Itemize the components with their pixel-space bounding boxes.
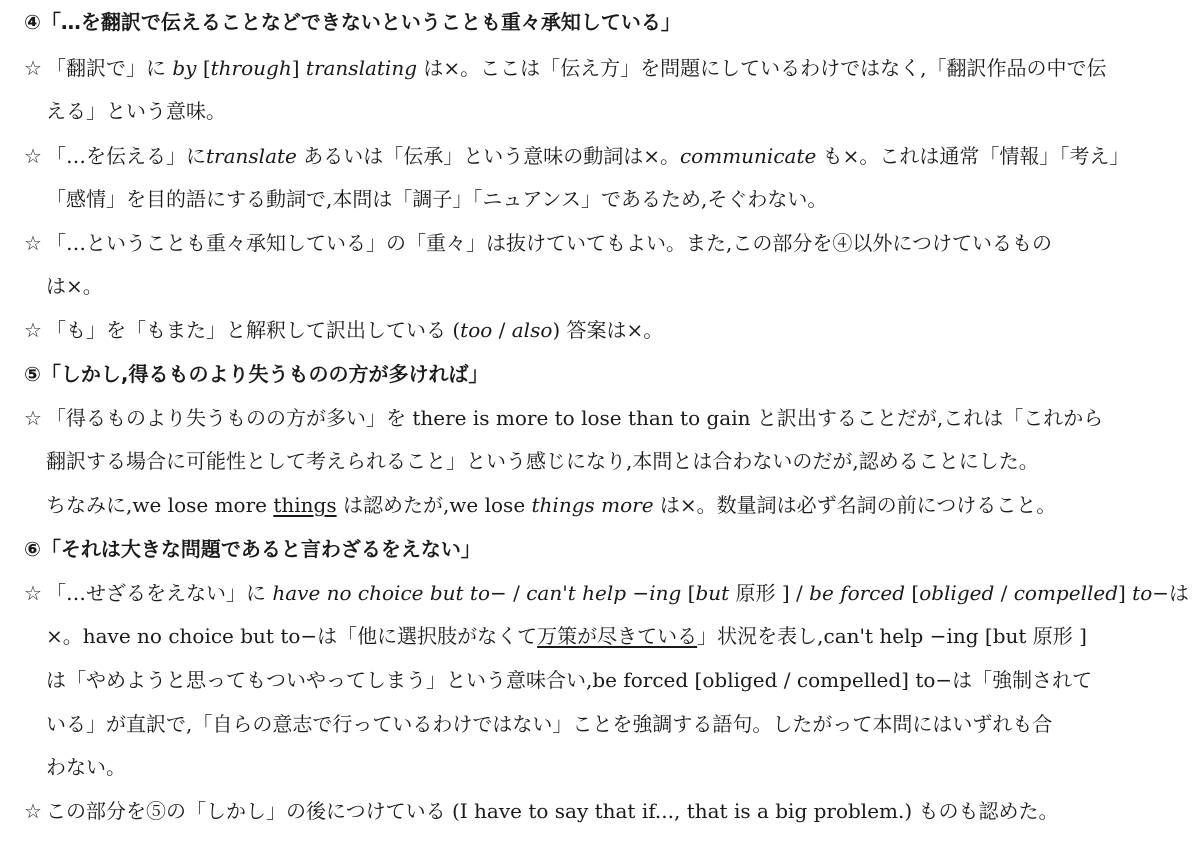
text-run: have no choice but to: [272, 581, 491, 605]
text-run: いる」が直訳で,「自らの意志で行っているわけではない」ことを強調する語句。したがって本問にはいずれも合: [46, 712, 1053, 736]
star-bullet-icon: ☆: [24, 581, 42, 605]
section-heading: [24, 8, 681, 36]
star-bullet-icon: ☆: [24, 56, 42, 80]
text-run: は×。数量詞は必ず名詞の前につけること。: [653, 493, 1057, 517]
text-run: ]: [1118, 581, 1133, 605]
text-run: ) 答案は×。: [552, 318, 664, 342]
body-line: [46, 185, 827, 213]
text-run: obliged: [919, 581, 995, 605]
text-run: 「翻訳で」に: [46, 56, 173, 80]
text-run: 」状況を表し,can't help −ing [but 原形 ]: [697, 624, 1087, 648]
text-run: ]: [291, 56, 306, 80]
text-run: be forced: [809, 581, 906, 605]
text-run: あるいは「伝承」という意味の動詞は×。: [296, 144, 680, 168]
text-run: [: [681, 581, 696, 605]
text-run: −: [626, 581, 650, 605]
text-run: can't help: [526, 581, 627, 605]
body-line: [46, 622, 1087, 650]
text-run: to: [1132, 581, 1153, 605]
body-line: [46, 491, 1056, 519]
body-line: [24, 54, 1107, 82]
text-run: 「…を伝える」に: [46, 144, 206, 168]
text-run: は「やめようと思ってもついやってしまう」という意味合い,be forced [obliged / compelled] to−は「強制されて: [46, 668, 1093, 692]
text-run: /: [492, 318, 512, 342]
text-run: ing: [649, 581, 682, 605]
text-run: through: [210, 56, 292, 80]
text-run: but: [695, 581, 730, 605]
text-run: 「得るものより失うものの方が多い」を there is more to lose than to gain と訳出することだが,これは「これから: [46, 406, 1104, 430]
text-run: も×。これは通常「情報」「考え」: [816, 144, 1130, 168]
section-heading: [24, 360, 489, 388]
text-run: この部分を⑤の「しかし」の後につけている (I have to say that if..., that is a big problem.) ものも認めた。: [46, 799, 1059, 823]
text-run: translating: [305, 56, 418, 80]
text-run: −は: [1152, 581, 1190, 605]
text-run: things: [273, 493, 337, 517]
text-run: ×。have no choice but to−は「他に選択肢がなくて: [46, 624, 538, 648]
body-line: [46, 97, 226, 125]
text-run: 翻訳する場合に可能性として考えられること」という感じになり,本問とは合わないのだが,認めることにした。: [46, 449, 1039, 473]
section-heading: [24, 535, 481, 563]
text-run: [: [905, 581, 920, 605]
text-run: わない。: [46, 755, 126, 779]
text-run: − /: [490, 581, 527, 605]
text-run: ④「…を翻訳で伝えることなどできないということも重々承知している」: [24, 10, 681, 34]
body-line: [46, 710, 1052, 738]
text-run: は認めたが,we lose: [336, 493, 532, 517]
text-run: は×。ここは「伝え方」を問題にしているわけではなく,「翻訳作品の中で伝: [417, 56, 1107, 80]
text-run: also: [511, 318, 553, 342]
text-run: too: [460, 318, 493, 342]
body-line: [46, 666, 1092, 694]
body-line: [46, 447, 1039, 475]
text-run: 万策が尽きている: [537, 624, 698, 648]
text-run: 「…ということも重々承知している」の「重々」は抜けていてもよい。また,この部分を④以外につけているもの: [46, 231, 1052, 255]
text-run: 「感情」を目的語にする動詞で,本問は「調子」「ニュアンス」であるため,そぐわない。: [46, 187, 828, 211]
text-run: は×。: [46, 274, 103, 298]
text-run: by: [172, 56, 197, 80]
text-run: [: [196, 56, 211, 80]
text-run: 「…せざるをえない」に: [46, 581, 273, 605]
text-run: translate: [206, 144, 297, 168]
text-run: 原形 ] /: [729, 581, 810, 605]
text-run: 「も」を「もまた」と解釈して訳出している (: [46, 318, 461, 342]
body-line: [24, 142, 1129, 170]
text-run: える」という意味。: [46, 99, 226, 123]
text-run: ⑥「それは大きな問題であると言わざるをえない」: [24, 537, 481, 561]
text-run: things more: [531, 493, 654, 517]
text-run: ⑤「しかし,得るものより失うものの方が多ければ」: [24, 362, 489, 386]
text-run: ちなみに,we lose more: [46, 493, 274, 517]
star-bullet-icon: ☆: [24, 144, 42, 168]
body-line: [46, 272, 103, 300]
star-bullet-icon: ☆: [24, 799, 42, 823]
body-line: [24, 797, 1059, 825]
text-run: communicate: [679, 144, 817, 168]
star-bullet-icon: ☆: [24, 406, 42, 430]
body-line: [24, 316, 663, 344]
text-run: /: [994, 581, 1014, 605]
text-run: compelled: [1013, 581, 1118, 605]
star-bullet-icon: ☆: [24, 318, 42, 342]
body-line: [24, 404, 1103, 432]
body-line: [24, 229, 1052, 257]
body-line: [24, 579, 1189, 607]
star-bullet-icon: ☆: [24, 231, 42, 255]
body-line: [46, 753, 126, 781]
